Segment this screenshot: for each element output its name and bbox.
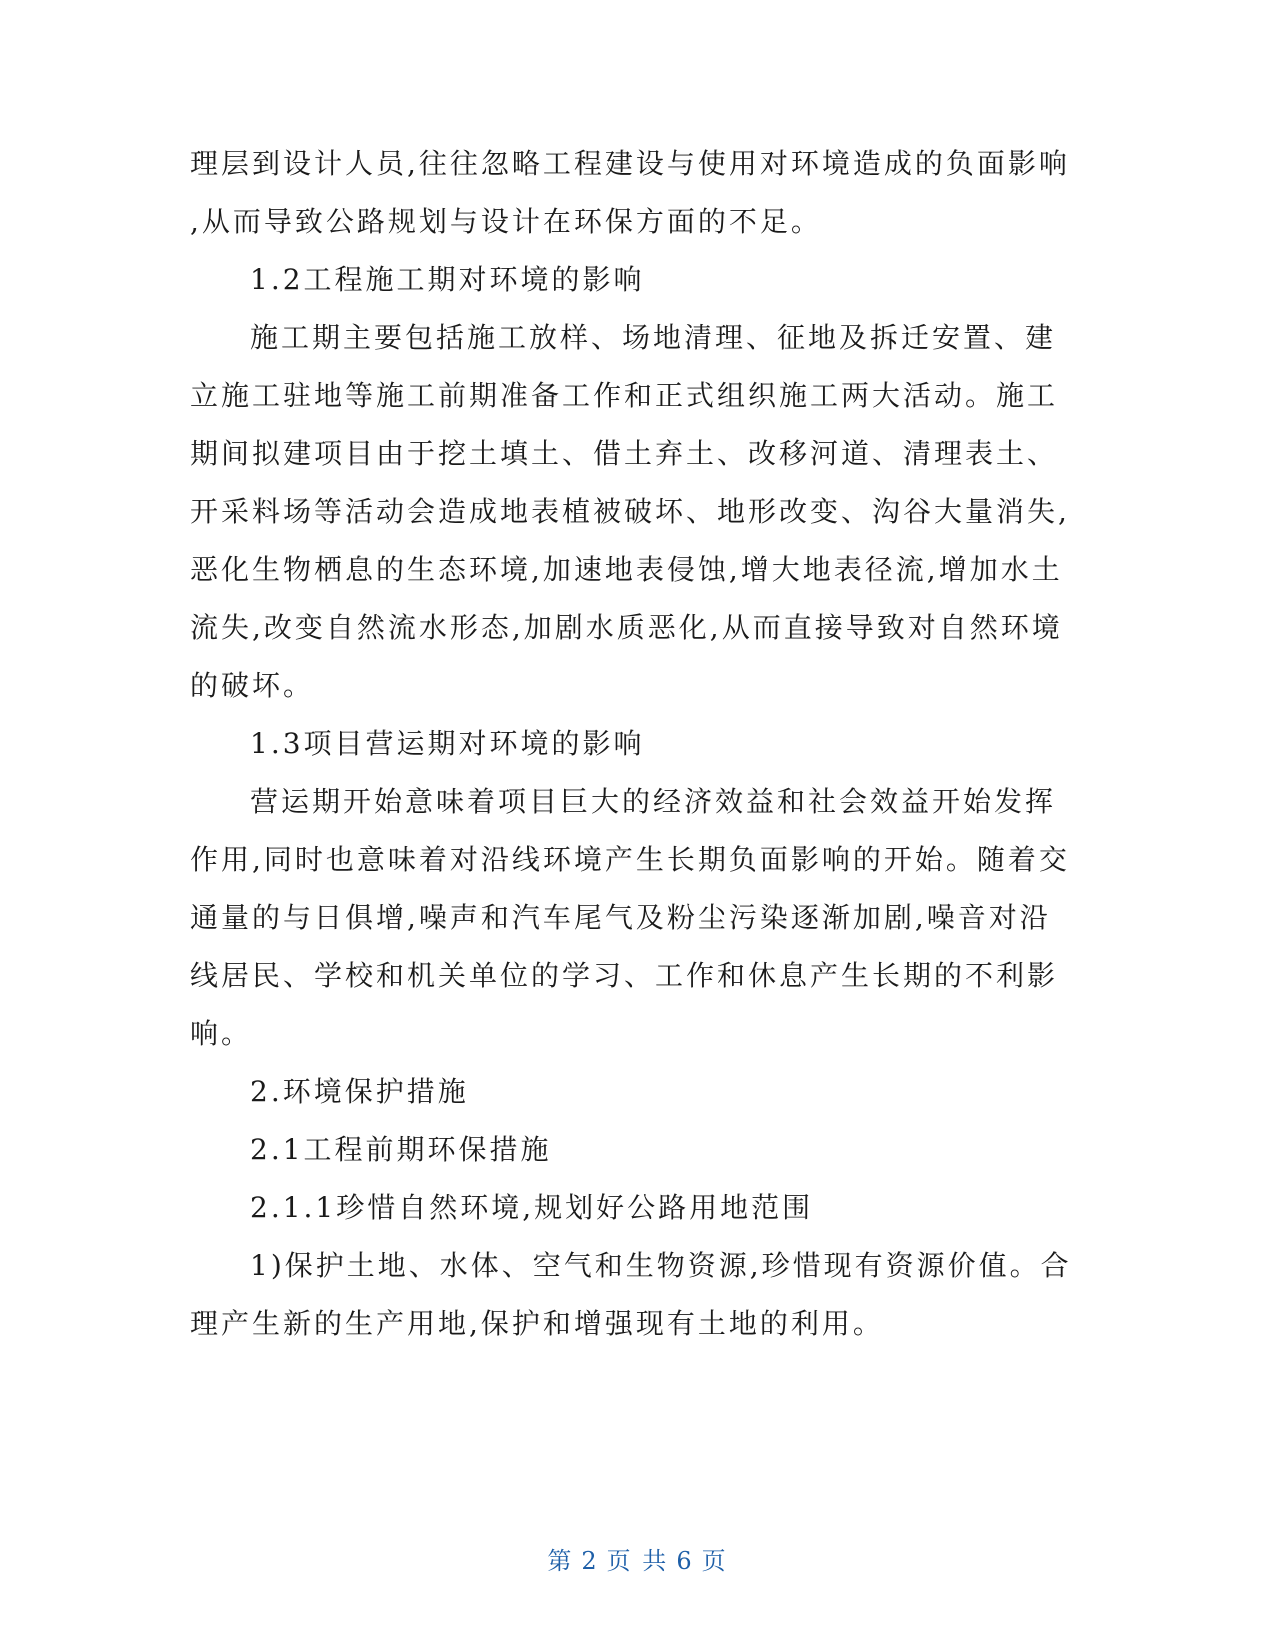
footer-total-pages: 6 <box>676 1547 694 1575</box>
page-footer <box>0 1541 1275 1576</box>
footer-page-number: 2 <box>581 1547 599 1575</box>
text-line: 开采料场等活动会造成地表植被破坏、地形改变、沟谷大量消失, <box>190 495 1070 528</box>
footer-mid: 页 共 <box>606 1547 669 1575</box>
text-line: 响。 <box>190 1017 253 1050</box>
text-line: 恶化生物栖息的生态环境,加速地表侵蚀,增大地表径流,增加水土 <box>190 553 1063 586</box>
section-heading: 1.2工程施工期对环境的影响 <box>250 263 645 296</box>
text-line: 立施工驻地等施工前期准备工作和正式组织施工两大活动。施工 <box>190 379 1059 412</box>
text-line: 线居民、学校和机关单位的学习、工作和休息产生长期的不利影 <box>190 959 1059 992</box>
text-line: 期间拟建项目由于挖土填土、借土弃土、改移河道、清理表土、 <box>190 437 1059 470</box>
text-line: 流失,改变自然流水形态,加剧水质恶化,从而直接导致对自然环境 <box>190 611 1063 644</box>
text-line: ,从而导致公路规划与设计在环保方面的不足。 <box>190 205 822 238</box>
section-heading: 2.环境保护措施 <box>250 1075 469 1108</box>
section-heading: 1.3项目营运期对环境的影响 <box>250 727 645 760</box>
section-heading: 2.1工程前期环保措施 <box>250 1133 552 1166</box>
text-line: 施工期主要包括施工放样、场地清理、征地及拆迁安置、建 <box>250 321 1057 354</box>
text-line: 1)保护土地、水体、空气和生物资源,珍惜现有资源价值。合 <box>250 1249 1072 1282</box>
text-line: 的破坏。 <box>190 669 315 702</box>
text-line: 作用,同时也意味着对沿线环境产生长期负面影响的开始。随着交 <box>190 843 1070 876</box>
section-heading: 2.1.1珍惜自然环境,规划好公路用地范围 <box>250 1191 814 1224</box>
footer-prefix: 第 <box>547 1547 574 1575</box>
text-line: 理层到设计人员,往往忽略工程建设与使用对环境造成的负面影响 <box>190 147 1070 180</box>
footer-suffix: 页 <box>701 1547 728 1575</box>
text-line: 理产生新的生产用地,保护和增强现有土地的利用。 <box>190 1307 884 1340</box>
text-line: 通量的与日俱增,噪声和汽车尾气及粉尘污染逐渐加剧,噪音对沿 <box>190 901 1051 934</box>
text-line: 营运期开始意味着项目巨大的经济效益和社会效益开始发挥 <box>250 785 1057 818</box>
